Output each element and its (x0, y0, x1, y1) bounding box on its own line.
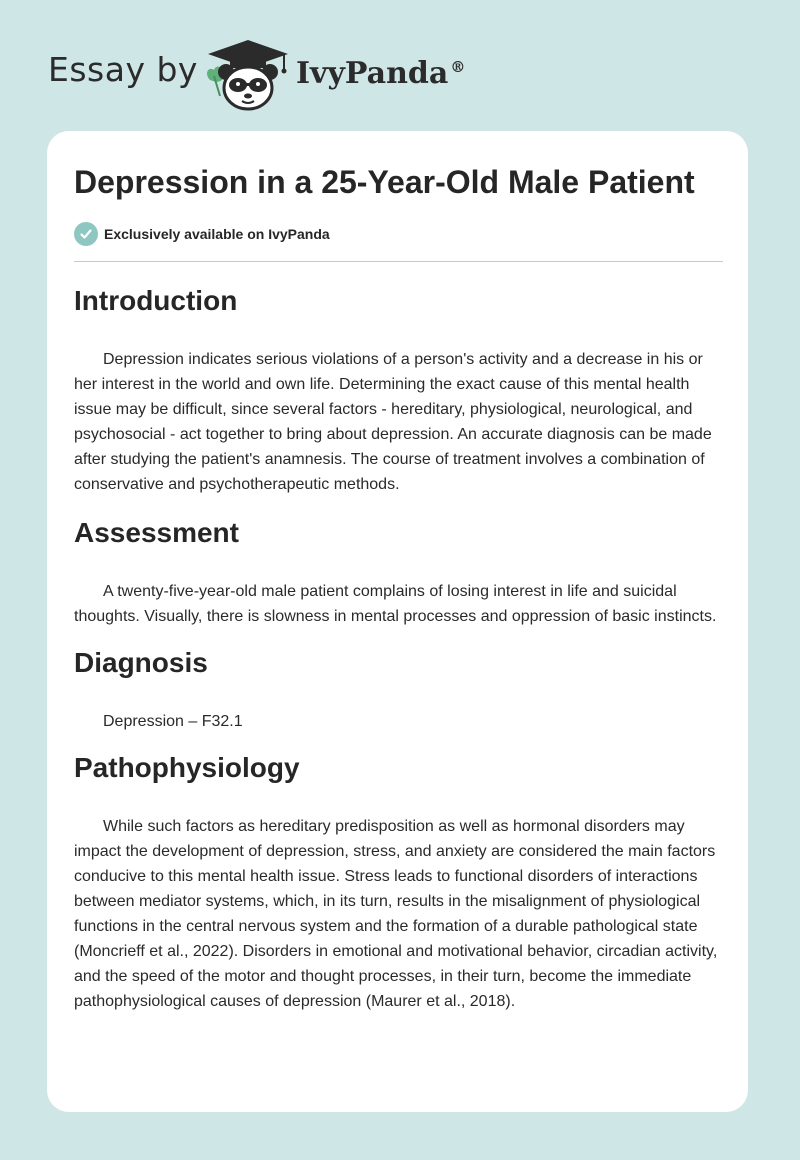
section-assessment (74, 515, 723, 629)
section-paragraph: Depression – F32.1 (103, 713, 243, 730)
page-title: Depression in a 25-Year-Old Male Patient (74, 164, 695, 200)
section-pathophysiology (74, 750, 723, 1014)
section-heading: Introduction (74, 285, 238, 316)
section-diagnosis (74, 645, 723, 734)
article-body (74, 283, 723, 1014)
site-header (0, 0, 800, 130)
section-paragraph: A twenty-five-year-old male patient complains of losing interest in life and suicidal thoughts. Visually, there is slowness in mental processes and oppression of basic instincts. (74, 583, 717, 625)
badge-label: Exclusively available on IvyPanda (104, 226, 330, 242)
essay-card (47, 131, 748, 1112)
checkmark-icon (74, 222, 98, 246)
title-divider (74, 261, 723, 262)
registered-mark: ® (450, 58, 466, 76)
section-heading: Assessment (74, 517, 239, 548)
section-paragraph: Depression indicates serious violations of a person's activity and a decrease in his or her interest in the world and own life. Determining the exact cause of this mental health issue may be difficult, since several factors - hereditary, physiological, neurological, and psychosocial - act together to bring about depression. An accurate diagnosis can be made after studying the patient's anamnesis. The course of treatment involves a combination of conservative and psychotherapeutic methods. (74, 351, 712, 493)
brand-name[interactable]: IvyPanda ® (296, 56, 466, 91)
section-paragraph: While such factors as hereditary predisposition as well as hormonal disorders may impact the development of depression, stress, and anxiety are considered the main factors conducive to this mental health issue. Stress leads to functional disorders of interactions between mediator systems, which, in its turn, results in the misalignment of physiological functions in the central nervous system and the formation of a durable pathological state (Moncrieff et al., 2022). Disorders in emotional and motivational behavior, circadian activity, and the speed of the motor and thought processes, in their turn, become the immediate pathophysiological causes of depression (Maurer et al., 2018). (74, 818, 718, 1010)
exclusive-badge (74, 222, 330, 246)
brand-prefix: Essay by (48, 50, 198, 89)
panda-graduate-icon[interactable] (200, 36, 296, 112)
section-introduction (74, 283, 723, 497)
section-heading: Diagnosis (74, 647, 208, 678)
section-heading: Pathophysiology (74, 752, 300, 783)
